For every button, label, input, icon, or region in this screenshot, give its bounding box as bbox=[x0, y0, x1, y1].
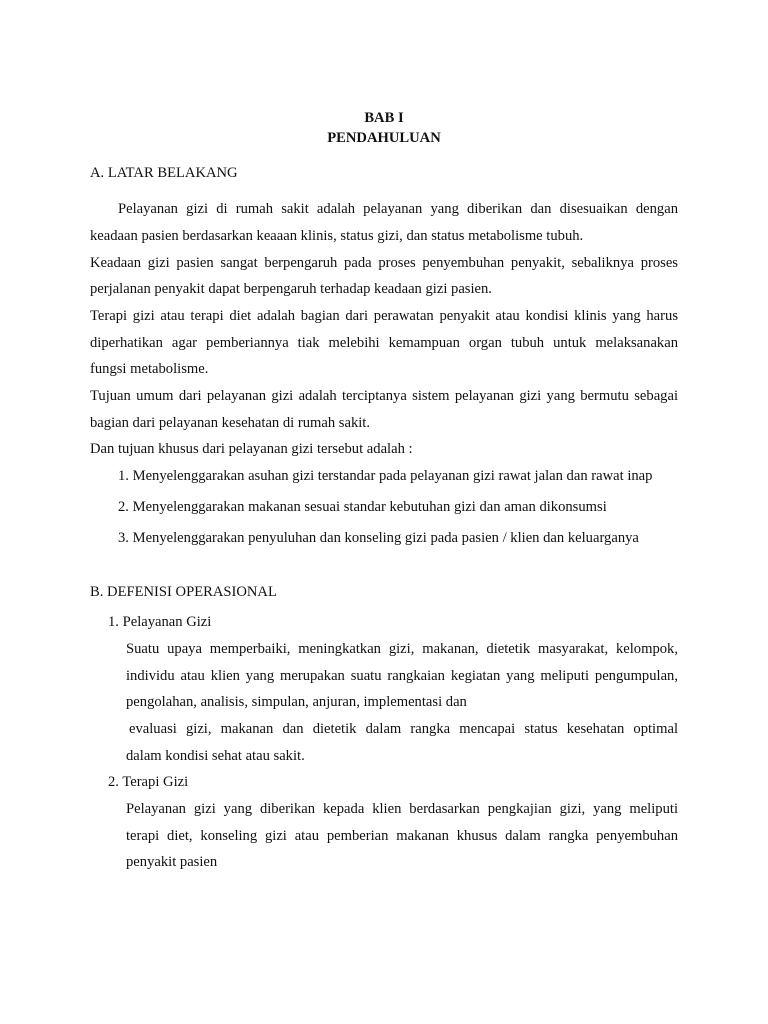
definition-line: terapi diet, konseling gizi atau pemberian makanan khusus dalam rangka penyembuhan bbox=[126, 829, 678, 844]
definition-line: individu atau klien yang merupakan suatu rangkaian kegiatan yang meliputi pengumpulan, bbox=[126, 669, 678, 684]
definition-line: dalam kondisi sehat atau sakit. bbox=[126, 748, 305, 764]
chapter-number: BAB I bbox=[364, 110, 404, 126]
paragraph-line: Pelayanan gizi di rumah sakit adalah pelayanan yang diberikan dan disesuaikan dengan bbox=[118, 202, 678, 217]
section-b-heading: B. DEFENISI OPERASIONAL bbox=[90, 584, 277, 600]
paragraph-line: Tujuan umum dari pelayanan gizi adalah terciptanya sistem pelayanan gizi yang bermutu sebagai bbox=[90, 389, 678, 404]
objective-item: 3. Menyelenggarakan penyuluhan dan konseling gizi pada pasien / klien dan keluarganya bbox=[118, 530, 639, 546]
chapter-title: PENDAHULUAN bbox=[327, 130, 441, 146]
paragraph-line: bagian dari pelayanan kesehatan di rumah sakit. bbox=[90, 415, 371, 431]
definition-title: 1. Pelayanan Gizi bbox=[108, 614, 212, 630]
paragraph-line: Keadaan gizi pasien sangat berpengaruh pada proses penyembuhan penyakit, sebaliknya proses bbox=[90, 256, 678, 271]
paragraph-line: diperhatikan agar pemberiannya tiak melebihi kemampuan organ tubuh untuk melaksanakan bbox=[90, 336, 678, 351]
objective-item: 1. Menyelenggarakan asuhan gizi terstandar pada pelayanan gizi rawat jalan dan rawat inap bbox=[118, 468, 653, 484]
definition-line: penyakit pasien bbox=[126, 854, 218, 870]
section-a-heading: A. LATAR BELAKANG bbox=[90, 165, 238, 181]
paragraph-line: Dan tujuan khusus dari pelayanan gizi tersebut adalah : bbox=[90, 441, 413, 457]
objective-item: 2. Menyelenggarakan makanan sesuai standar kebutuhan gizi dan aman dikonsumsi bbox=[118, 499, 607, 515]
paragraph-line: fungsi metabolisme. bbox=[90, 361, 209, 377]
paragraph-line: keadaan pasien berdasarkan keaaan klinis, status gizi, dan status metabolisme tubuh. bbox=[90, 228, 584, 244]
definition-line: Pelayanan gizi yang diberikan kepada klien berdasarkan pengkajian gizi, yang meliputi bbox=[126, 802, 678, 817]
definition-line: Suatu upaya memperbaiki, meningkatkan gizi, makanan, dietetik masyarakat, kelompok, bbox=[126, 642, 678, 657]
definition-line: evaluasi gizi, makanan dan dietetik dalam rangka mencapai status kesehatan optimal bbox=[129, 722, 678, 737]
paragraph-line: perjalanan penyakit dapat berpengaruh terhadap keadaan gizi pasien. bbox=[90, 281, 492, 297]
definition-title: 2. Terapi Gizi bbox=[108, 774, 189, 790]
paragraph-line: Terapi gizi atau terapi diet adalah bagian dari perawatan penyakit atau kondisi klinis yang harus bbox=[90, 309, 678, 324]
definition-line: pengolahan, analisis, simpulan, anjuran, implementasi dan bbox=[126, 694, 467, 710]
